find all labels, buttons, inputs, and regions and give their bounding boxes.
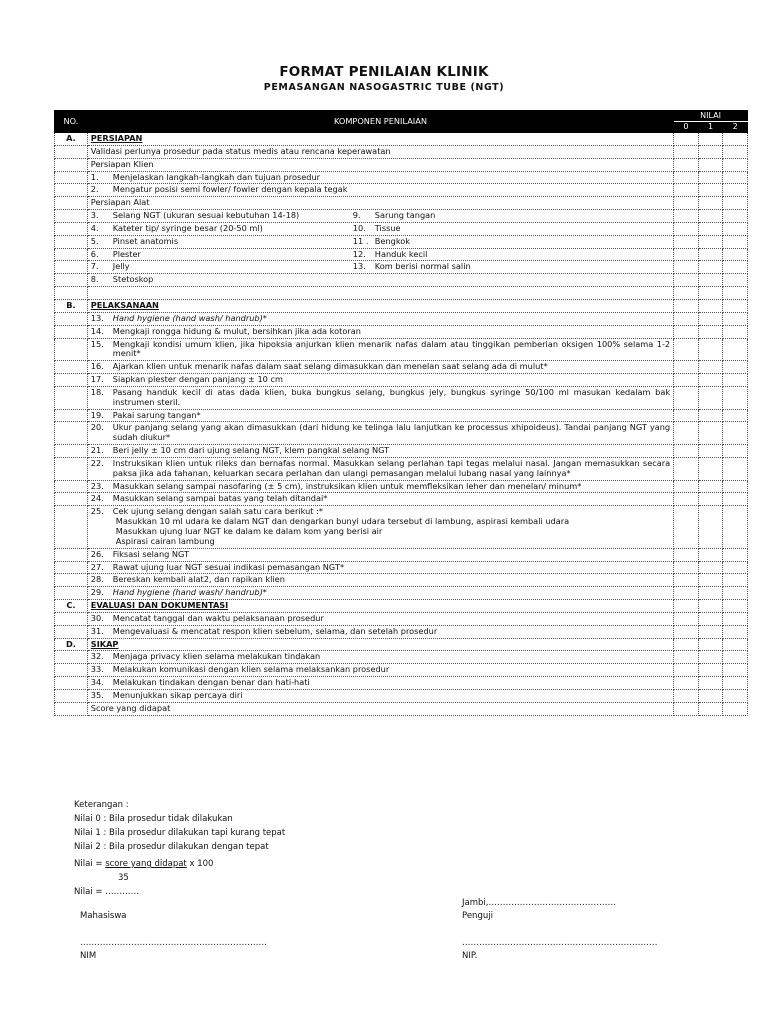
item-number: 2. <box>90 184 99 195</box>
list-item <box>55 386 748 409</box>
item-number: 7. <box>90 261 99 272</box>
score-cell-1[interactable] <box>698 338 723 361</box>
assessment-table <box>54 110 748 716</box>
section-title: PERSIAPAN <box>90 133 143 143</box>
formula-prefix: Nilai = <box>74 859 106 869</box>
list-item <box>55 374 748 387</box>
mahasiswa-label: Mahasiswa <box>80 911 127 921</box>
score-cell-1[interactable] <box>698 651 723 664</box>
item-number: 24. <box>90 493 104 504</box>
score-cell-0[interactable] <box>674 145 699 158</box>
item-text: Menjaga privacy klien selama melakukan tindakan <box>112 651 321 662</box>
list-item <box>55 261 748 274</box>
score-cell-0[interactable] <box>674 210 699 223</box>
score-cell-1[interactable] <box>698 677 723 690</box>
list-item <box>55 338 748 361</box>
item-text: Masukkan selang sampai nasofaring (± 5 cm), instruksikan klien untuk memfleksikan leher dan menelan/ minum* <box>112 480 582 491</box>
score-cell-1[interactable] <box>698 422 723 445</box>
score-cell-0[interactable] <box>674 493 699 506</box>
header-score-0: 0 <box>674 122 699 133</box>
blank-row <box>55 287 748 300</box>
list-item <box>55 171 748 184</box>
header-score-1: 1 <box>698 122 723 133</box>
score-cell-1[interactable] <box>698 457 723 480</box>
header-nilai: NILAI <box>674 111 748 122</box>
item-number: 32. <box>90 651 104 662</box>
score-row <box>55 702 748 715</box>
section-title: PELAKSANAAN <box>90 299 159 310</box>
list-item <box>55 184 748 197</box>
keterangan-item: Nilai 2 : Bila prosedur dilakukan dengan tepat <box>74 842 269 852</box>
score-cell-0[interactable] <box>674 158 699 171</box>
score-cell-1[interactable] <box>698 638 723 651</box>
alat-item: Plester <box>112 248 141 259</box>
score-cell-2[interactable] <box>723 638 748 651</box>
persiapan-alat-label: Persiapan Alat <box>90 197 150 208</box>
score-cell-2[interactable] <box>723 145 748 158</box>
score-cell-2[interactable] <box>723 457 748 480</box>
score-cell-2[interactable] <box>723 274 748 287</box>
item-text: Ukur panjang selang yang akan dimasukkan (dari hidung ke telinga lalu lanjutkan ke processus xhipoideus). Tandai panjang NGT yang sudah diukur* <box>112 422 671 443</box>
score-cell-2[interactable] <box>723 689 748 702</box>
item-number: 3. <box>90 210 99 221</box>
item-text: Mengkaji kondisi umum klien, jika hipoksia anjurkan klien menarik nafas dalam atau tinggikan pemberian oksigen 100% selama 1-2 menit* <box>112 338 671 359</box>
score-cell-0[interactable] <box>674 299 699 312</box>
score-cell-2[interactable] <box>723 625 748 638</box>
score-cell-0[interactable] <box>674 338 699 361</box>
score-cell-2[interactable] <box>723 445 748 458</box>
score-cell-0[interactable] <box>674 133 699 146</box>
score-cell-0[interactable] <box>674 361 699 374</box>
penguji-label: Penguji <box>462 911 493 921</box>
item-number: 28. <box>90 574 104 585</box>
section-number: B. <box>66 299 76 310</box>
score-cell-2[interactable] <box>723 261 748 274</box>
item-text: Siapkan plester dengan panjang ± 10 cm <box>112 374 283 385</box>
list-item <box>55 445 748 458</box>
item-text: Hand hygiene (hand wash/ handrub)* <box>112 312 267 323</box>
header-komponen: KOMPONEN PENILAIAN <box>87 111 673 133</box>
item-text: Beri jelly ± 10 cm dari ujung selang NGT, klem pangkal selang NGT <box>112 445 390 456</box>
list-item <box>55 625 748 638</box>
list-item <box>55 457 748 480</box>
alat-item: Tissue <box>374 222 401 233</box>
score-cell-2[interactable] <box>723 480 748 493</box>
score-cell-0[interactable] <box>674 702 699 715</box>
item-text: Mengevaluasi & mencatat respon klien sebelum, selama, dan setelah prosedur <box>112 625 438 636</box>
item-number: 21. <box>90 445 104 456</box>
score-cell-2[interactable] <box>723 493 748 506</box>
table-row <box>55 145 748 158</box>
keterangan-block <box>74 798 285 854</box>
score-cell-1[interactable] <box>698 248 723 261</box>
score-cell-1[interactable] <box>698 480 723 493</box>
item-number: 31. <box>90 625 104 636</box>
nim-label: NIM <box>80 951 97 961</box>
score-cell-2[interactable] <box>723 248 748 261</box>
alat-item: Kateter tip/ syringe besar (20-50 ml) <box>112 222 263 233</box>
list-item <box>55 274 748 287</box>
score-cell-0[interactable] <box>674 171 699 184</box>
page-title: FORMAT PENILAIAN KLINIK <box>279 64 489 80</box>
list-item <box>55 548 748 561</box>
item-number: 30. <box>90 612 104 623</box>
score-cell-2[interactable] <box>723 210 748 223</box>
score-cell-0[interactable] <box>674 587 699 600</box>
score-cell-2[interactable] <box>723 235 748 248</box>
score-cell-1[interactable] <box>698 506 723 548</box>
score-label: Score yang didapat <box>90 702 171 713</box>
score-cell-2[interactable] <box>723 587 748 600</box>
list-item <box>55 493 748 506</box>
score-cell-1[interactable] <box>698 197 723 210</box>
score-cell-1[interactable] <box>698 702 723 715</box>
score-cell-1[interactable] <box>698 274 723 287</box>
item-number: 13. <box>352 261 366 272</box>
table-header <box>55 111 748 133</box>
item-text: Melakukan komunikasi dengan klien selama melaksankan prosedur <box>112 664 390 675</box>
score-cell-1[interactable] <box>698 689 723 702</box>
score-cell-1[interactable] <box>698 612 723 625</box>
score-cell-0[interactable] <box>674 677 699 690</box>
list-item <box>55 361 748 374</box>
section-row <box>55 299 748 312</box>
score-cell-0[interactable] <box>674 374 699 387</box>
item-number: 22. <box>90 457 104 468</box>
keterangan-item: Nilai 1 : Bila prosedur dilakukan tapi kurang tepat <box>74 828 286 838</box>
table-row <box>55 158 748 171</box>
score-cell-2[interactable] <box>723 299 748 312</box>
list-item <box>55 612 748 625</box>
section-number: A. <box>66 133 76 143</box>
score-cell-2[interactable] <box>723 361 748 374</box>
score-cell-0[interactable] <box>674 561 699 574</box>
item-number: 14. <box>90 325 104 336</box>
alat-item: Pinset anatomis <box>112 235 179 246</box>
item-text: Pakai sarung tangan* <box>112 409 201 420</box>
score-cell-0[interactable] <box>674 689 699 702</box>
score-cell-2[interactable] <box>723 287 748 300</box>
item-number: 5. <box>90 235 99 246</box>
nip-label: NIP. <box>462 951 478 961</box>
score-cell-0[interactable] <box>674 235 699 248</box>
item-text: Instruksikan klien untuk rileks dan bernafas normal. Masukkan selang perlahan tapi tegas melalui nasal. Jangan memasukkan secara paksa jika ada tahanan, keluarkan secara perlahan dan ulangi pemasangan melalui lubang nasal yang lainnya* <box>112 457 671 478</box>
score-cell-1[interactable] <box>698 210 723 223</box>
item-number: 19. <box>90 409 104 420</box>
item-number: 16. <box>90 361 104 372</box>
list-item <box>55 664 748 677</box>
score-cell-0[interactable] <box>674 261 699 274</box>
list-item <box>55 480 748 493</box>
page-subtitle: PEMASANGAN NASOGASTRIC TUBE (NGT) <box>263 82 505 93</box>
keterangan-item: Nilai 0 : Bila prosedur tidak dilakukan <box>74 814 233 824</box>
place-date: Jambi,……………………………………… <box>462 898 616 908</box>
score-cell-0[interactable] <box>674 386 699 409</box>
score-cell-0[interactable] <box>674 287 699 300</box>
section-number: D. <box>65 638 76 649</box>
score-cell-1[interactable] <box>698 561 723 574</box>
score-cell-2[interactable] <box>723 325 748 338</box>
score-cell-0[interactable] <box>674 197 699 210</box>
score-cell-2[interactable] <box>723 702 748 715</box>
item-text: Melakukan tindakan dengan benar dan hati-hati <box>112 677 310 688</box>
score-cell-0[interactable] <box>674 506 699 548</box>
score-cell-0[interactable] <box>674 574 699 587</box>
item-number: 35. <box>90 689 104 700</box>
item-subline: Masukkan ujung luar NGT ke dalam ke dalam kom yang berisi air <box>115 526 383 536</box>
score-cell-0[interactable] <box>674 612 699 625</box>
score-cell-2[interactable] <box>723 677 748 690</box>
alat-item: Jelly <box>112 261 130 272</box>
item-number: 13. <box>90 312 104 323</box>
score-cell-2[interactable] <box>723 548 748 561</box>
item-subline: Masukkan 10 ml udara ke dalam NGT dan dengarkan bunyi udara tersebut di lambung, aspirasi kembali udara <box>115 516 570 527</box>
persiapan-klien-label: Persiapan Klien <box>90 158 154 169</box>
score-cell-0[interactable] <box>674 548 699 561</box>
score-cell-1[interactable] <box>698 493 723 506</box>
score-cell-1[interactable] <box>698 386 723 409</box>
alat-item: Sarung tangan <box>374 210 436 221</box>
score-cell-2[interactable] <box>723 651 748 664</box>
item-text: Fiksasi selang NGT <box>112 548 190 559</box>
item-text: Bereskan kembali alat2, dan rapikan klien <box>112 574 285 585</box>
score-cell-1[interactable] <box>698 625 723 638</box>
list-item <box>55 506 748 548</box>
score-cell-2[interactable] <box>723 574 748 587</box>
item-number: 25. <box>90 506 104 517</box>
score-cell-2[interactable] <box>723 133 748 146</box>
item-text: Cek ujung selang dengan salah satu cara berikut :* <box>112 506 323 517</box>
score-cell-1[interactable] <box>698 445 723 458</box>
item-number: 11 . <box>352 235 369 246</box>
score-cell-0[interactable] <box>674 651 699 664</box>
item-number: 17. <box>90 374 104 385</box>
item-number: 9. <box>352 210 361 221</box>
list-item <box>55 222 748 235</box>
score-cell-2[interactable] <box>723 664 748 677</box>
list-item <box>55 325 748 338</box>
score-cell-0[interactable] <box>674 457 699 480</box>
list-item <box>55 409 748 422</box>
score-cell-1[interactable] <box>698 409 723 422</box>
list-item <box>55 248 748 261</box>
item-number: 34. <box>90 677 104 688</box>
score-cell-0[interactable] <box>674 664 699 677</box>
item-number: 23. <box>90 480 104 491</box>
score-cell-2[interactable] <box>723 422 748 445</box>
list-item <box>55 651 748 664</box>
penguji-signature-line: …………………………………………………………… <box>462 938 658 948</box>
score-cell-1[interactable] <box>698 299 723 312</box>
score-cell-2[interactable] <box>723 312 748 325</box>
section-title: EVALUASI DAN DOKUMENTASI <box>90 600 229 611</box>
keterangan-heading: Keterangan : <box>74 800 129 810</box>
validasi-text: Validasi perlunya prosedur pada status medis atau rencana keperawatan <box>90 145 391 156</box>
score-cell-2[interactable] <box>723 158 748 171</box>
alat-item: Bengkok <box>374 235 411 246</box>
list-item <box>55 210 748 223</box>
score-cell-2[interactable] <box>723 374 748 387</box>
score-cell-0[interactable] <box>674 184 699 197</box>
section-row <box>55 600 748 613</box>
score-cell-1[interactable] <box>698 287 723 300</box>
section-row <box>55 133 748 146</box>
item-number: 10. <box>352 222 366 233</box>
score-cell-2[interactable] <box>723 561 748 574</box>
score-cell-0[interactable] <box>674 312 699 325</box>
item-text: Pasang handuk kecil di atas dada klien, buka bungkus selang, bungkus jely, bungkus syringe 50/100 ml masukan kedalam bak instrumen steril. <box>112 386 671 407</box>
list-item <box>55 235 748 248</box>
score-cell-0[interactable] <box>674 445 699 458</box>
item-number: 1. <box>90 171 99 182</box>
item-number: 33. <box>90 664 104 675</box>
item-text: Mencatat tanggal dan waktu pelaksanaan prosedur <box>112 612 324 623</box>
item-number: 15. <box>90 338 104 349</box>
score-cell-2[interactable] <box>723 612 748 625</box>
list-item <box>55 677 748 690</box>
item-subline: Aspirasi cairan lambung <box>115 535 215 546</box>
item-text: Hand hygiene (hand wash/ handrub)* <box>112 587 267 598</box>
score-cell-2[interactable] <box>723 600 748 613</box>
list-item <box>55 561 748 574</box>
score-cell-2[interactable] <box>723 171 748 184</box>
score-cell-0[interactable] <box>674 325 699 338</box>
score-cell-1[interactable] <box>698 158 723 171</box>
item-number: 6. <box>90 248 99 259</box>
item-number: 4. <box>90 222 99 233</box>
header-score-2: 2 <box>723 122 748 133</box>
item-number: 29. <box>90 587 104 598</box>
item-text: Rawat ujung luar NGT sesuai indikasi pemasangan NGT* <box>112 561 345 572</box>
score-cell-1[interactable] <box>698 587 723 600</box>
score-cell-1[interactable] <box>698 171 723 184</box>
score-cell-1[interactable] <box>698 574 723 587</box>
score-cell-2[interactable] <box>723 338 748 361</box>
score-cell-1[interactable] <box>698 261 723 274</box>
alat-item: Selang NGT (ukuran sesuai kebutuhan 14-18) <box>112 210 300 221</box>
score-cell-0[interactable] <box>674 409 699 422</box>
item-text: Masukkan selang sampai batas yang telah ditandai* <box>112 493 328 504</box>
score-cell-1[interactable] <box>698 664 723 677</box>
score-cell-0[interactable] <box>674 274 699 287</box>
list-item <box>55 689 748 702</box>
score-cell-0[interactable] <box>674 222 699 235</box>
score-cell-1[interactable] <box>698 361 723 374</box>
score-cell-1[interactable] <box>698 374 723 387</box>
mahasiswa-signature-line: ………………………………………………………… <box>80 938 267 948</box>
item-text: Menunjukkan sikap percaya diri <box>112 689 243 700</box>
list-item <box>55 312 748 325</box>
item-number: 8. <box>90 274 99 285</box>
score-cell-1[interactable] <box>698 235 723 248</box>
score-cell-1[interactable] <box>698 600 723 613</box>
score-cell-2[interactable] <box>723 409 748 422</box>
item-number: 27. <box>90 561 104 572</box>
score-cell-0[interactable] <box>674 248 699 261</box>
score-cell-1[interactable] <box>698 133 723 146</box>
item-text: Menjelaskan langkah-langkah dan tujuan prosedur <box>112 171 321 182</box>
score-cell-1[interactable] <box>698 145 723 158</box>
score-cell-2[interactable] <box>723 506 748 548</box>
table-row <box>55 197 748 210</box>
section-number: C. <box>66 600 76 611</box>
formula-numerator: score yang didapat <box>105 859 187 869</box>
section-title: SIKAP <box>90 638 119 649</box>
list-item <box>55 422 748 445</box>
item-text: Mengkaji rongga hidung & mulut, bersihkan jika ada kotoran <box>112 325 361 336</box>
score-cell-2[interactable] <box>723 386 748 409</box>
item-number: 26. <box>90 548 104 559</box>
score-cell-0[interactable] <box>674 480 699 493</box>
section-row <box>55 638 748 651</box>
score-cell-0[interactable] <box>674 600 699 613</box>
score-cell-1[interactable] <box>698 325 723 338</box>
score-formula <box>74 857 213 899</box>
item-text: Mengatur posisi semi fowler/ fowler dengan kepala tegak <box>112 184 348 195</box>
score-cell-2[interactable] <box>723 197 748 210</box>
score-cell-0[interactable] <box>674 422 699 445</box>
list-item <box>55 587 748 600</box>
alat-item: Kom berisi normal salin <box>374 261 471 272</box>
list-item <box>55 574 748 587</box>
formula-suffix: x 100 <box>186 859 214 869</box>
alat-item: Stetoskop <box>112 274 154 285</box>
alat-item: Handuk kecil <box>374 248 428 259</box>
item-number: 12. <box>352 248 366 259</box>
formula-denominator: 35 <box>118 873 129 883</box>
score-cell-1[interactable] <box>698 548 723 561</box>
score-cell-2[interactable] <box>723 222 748 235</box>
item-number: 20. <box>90 422 104 433</box>
score-cell-2[interactable] <box>723 184 748 197</box>
score-cell-0[interactable] <box>674 625 699 638</box>
item-number: 18. <box>90 386 104 397</box>
score-cell-0[interactable] <box>674 638 699 651</box>
formula-result: Nilai = ………… <box>74 887 140 897</box>
score-cell-1[interactable] <box>698 222 723 235</box>
score-cell-1[interactable] <box>698 184 723 197</box>
score-cell-1[interactable] <box>698 312 723 325</box>
header-no: NO. <box>55 111 88 133</box>
item-text: Ajarkan klien untuk menarik nafas dalam saat selang dimasukkan dan menelan saat selang ada di mulut* <box>112 361 548 372</box>
